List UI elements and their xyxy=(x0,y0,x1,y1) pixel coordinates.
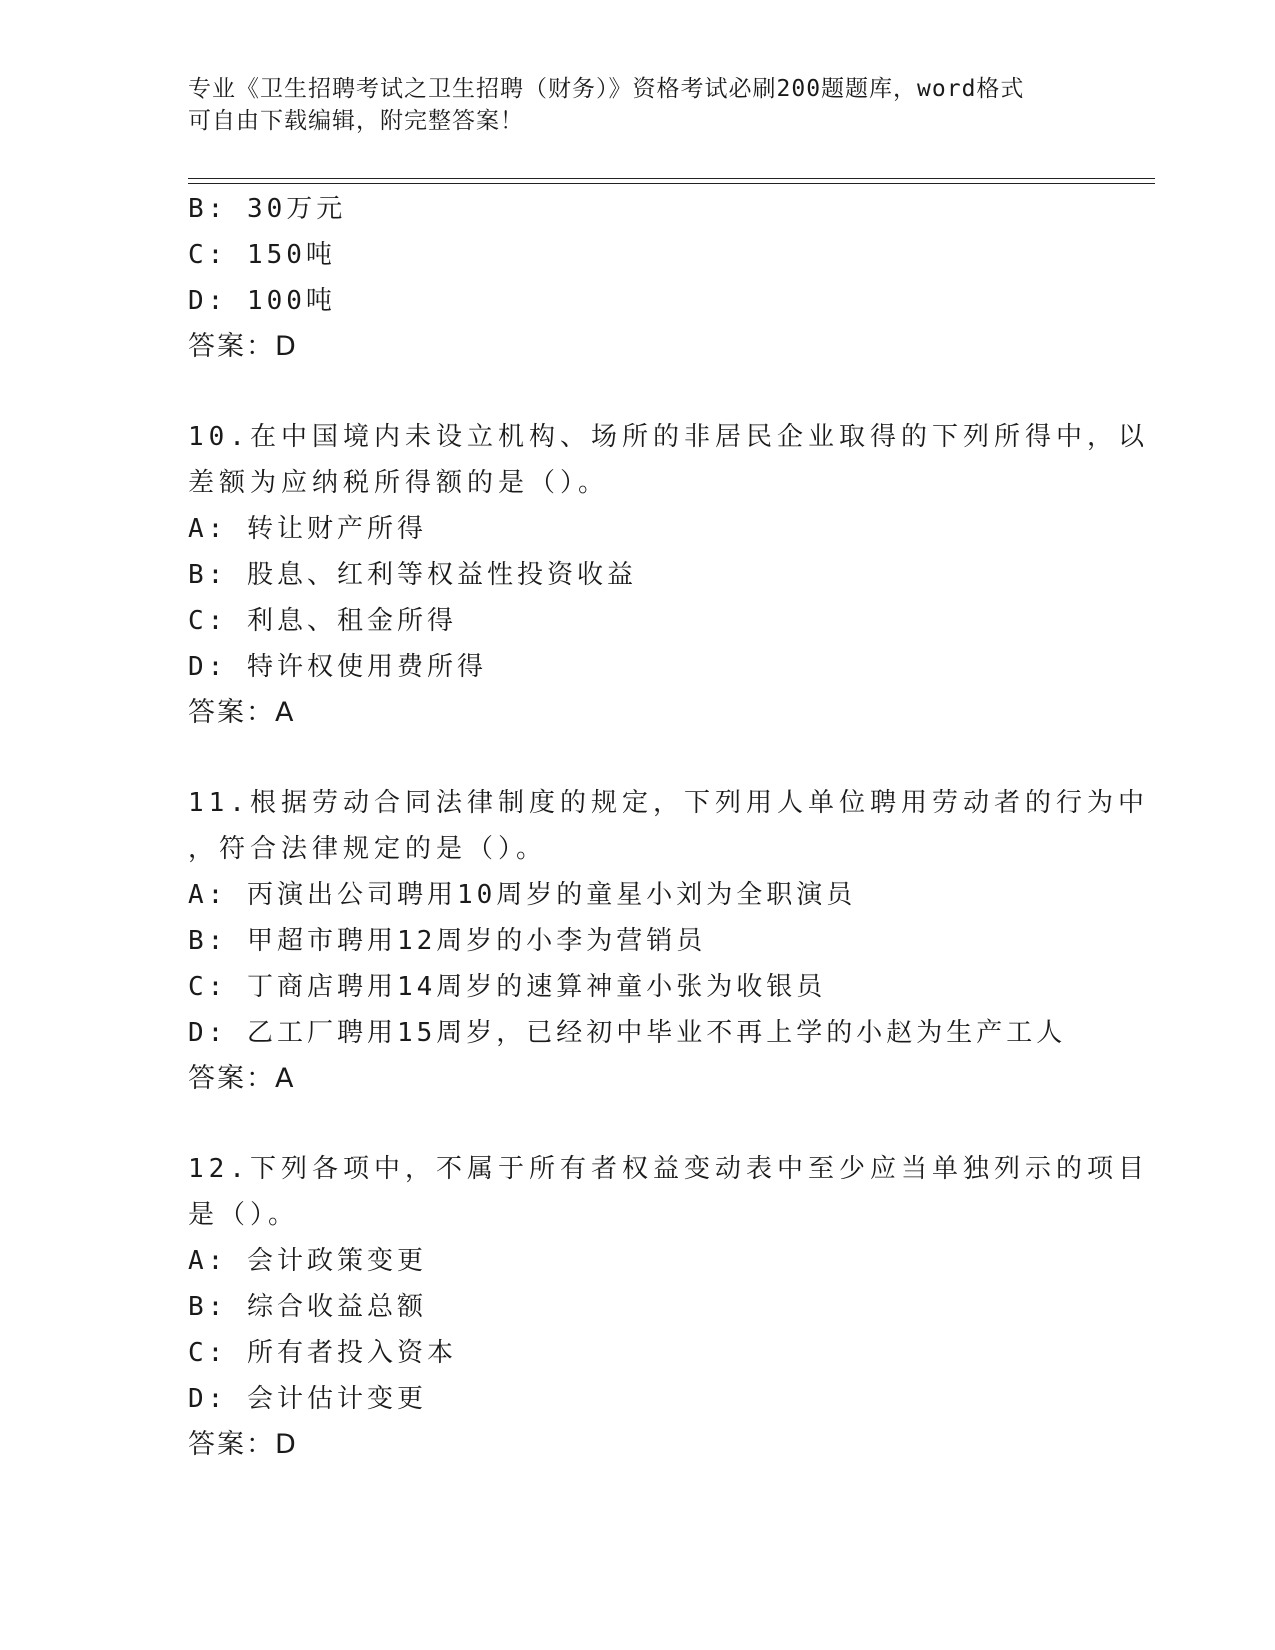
question-text-line: 10.在中国境内未设立机构、场所的非居民企业取得的下列所得中，以 xyxy=(188,422,1149,452)
question-text-line: 差额为应纳税所得额的是（）。 xyxy=(188,468,610,498)
spacer xyxy=(188,370,1148,414)
option-a: A: 会计政策变更 xyxy=(188,1246,427,1276)
previous-question-tail xyxy=(188,186,1148,370)
option-c: C: 利息、租金所得 xyxy=(188,606,457,636)
option-a: A: 转让财产所得 xyxy=(188,514,427,544)
option-d: D: 乙工厂聘用15周岁，已经初中毕业不再上学的小赵为生产工人 xyxy=(188,1018,1067,1048)
document-header xyxy=(188,73,1088,137)
spacer xyxy=(188,736,1148,780)
header-divider-top xyxy=(188,178,1155,179)
answer-line: 答案：A xyxy=(188,1063,296,1094)
question-text-line: ，符合法律规定的是（）。 xyxy=(188,834,548,864)
question-text-line: 12.下列各项中，不属于所有者权益变动表中至少应当单独列示的项目 xyxy=(188,1154,1149,1184)
question-list xyxy=(188,186,1148,1468)
question-11 xyxy=(188,780,1148,1102)
option-d: D: 100吨 xyxy=(188,286,336,316)
option-a: A: 丙演出公司聘用10周岁的童星小刘为全职演员 xyxy=(188,880,857,910)
spacer xyxy=(188,1102,1148,1146)
question-12 xyxy=(188,1146,1148,1468)
option-b: B: 甲超市聘用12周岁的小李为营销员 xyxy=(188,926,707,956)
option-b: B: 股息、红利等权益性投资收益 xyxy=(188,560,637,590)
option-b: B: 综合收益总额 xyxy=(188,1292,427,1322)
header-line-2: 可自由下载编辑，附完整答案！ xyxy=(188,108,524,134)
option-d: D: 特许权使用费所得 xyxy=(188,652,487,682)
question-10 xyxy=(188,414,1148,736)
header-line-1: 专业《卫生招聘考试之卫生招聘（财务）》资格考试必刷200题题库，word格式 xyxy=(188,76,1025,102)
answer-line: 答案：A xyxy=(188,697,296,728)
option-b: B: 30万元 xyxy=(188,194,347,224)
question-text-line: 是（）。 xyxy=(188,1200,300,1230)
option-c: C: 丁商店聘用14周岁的速算神童小张为收银员 xyxy=(188,972,827,1002)
answer-line: 答案：D xyxy=(188,331,298,362)
header-divider-bottom xyxy=(188,183,1155,184)
answer-line: 答案：D xyxy=(188,1429,298,1460)
question-text-line: 11.根据劳动合同法律制度的规定，下列用人单位聘用劳动者的行为中 xyxy=(188,788,1149,818)
option-c: C: 所有者投入资本 xyxy=(188,1338,457,1368)
option-d: D: 会计估计变更 xyxy=(188,1384,427,1414)
option-c: C: 150吨 xyxy=(188,240,336,270)
